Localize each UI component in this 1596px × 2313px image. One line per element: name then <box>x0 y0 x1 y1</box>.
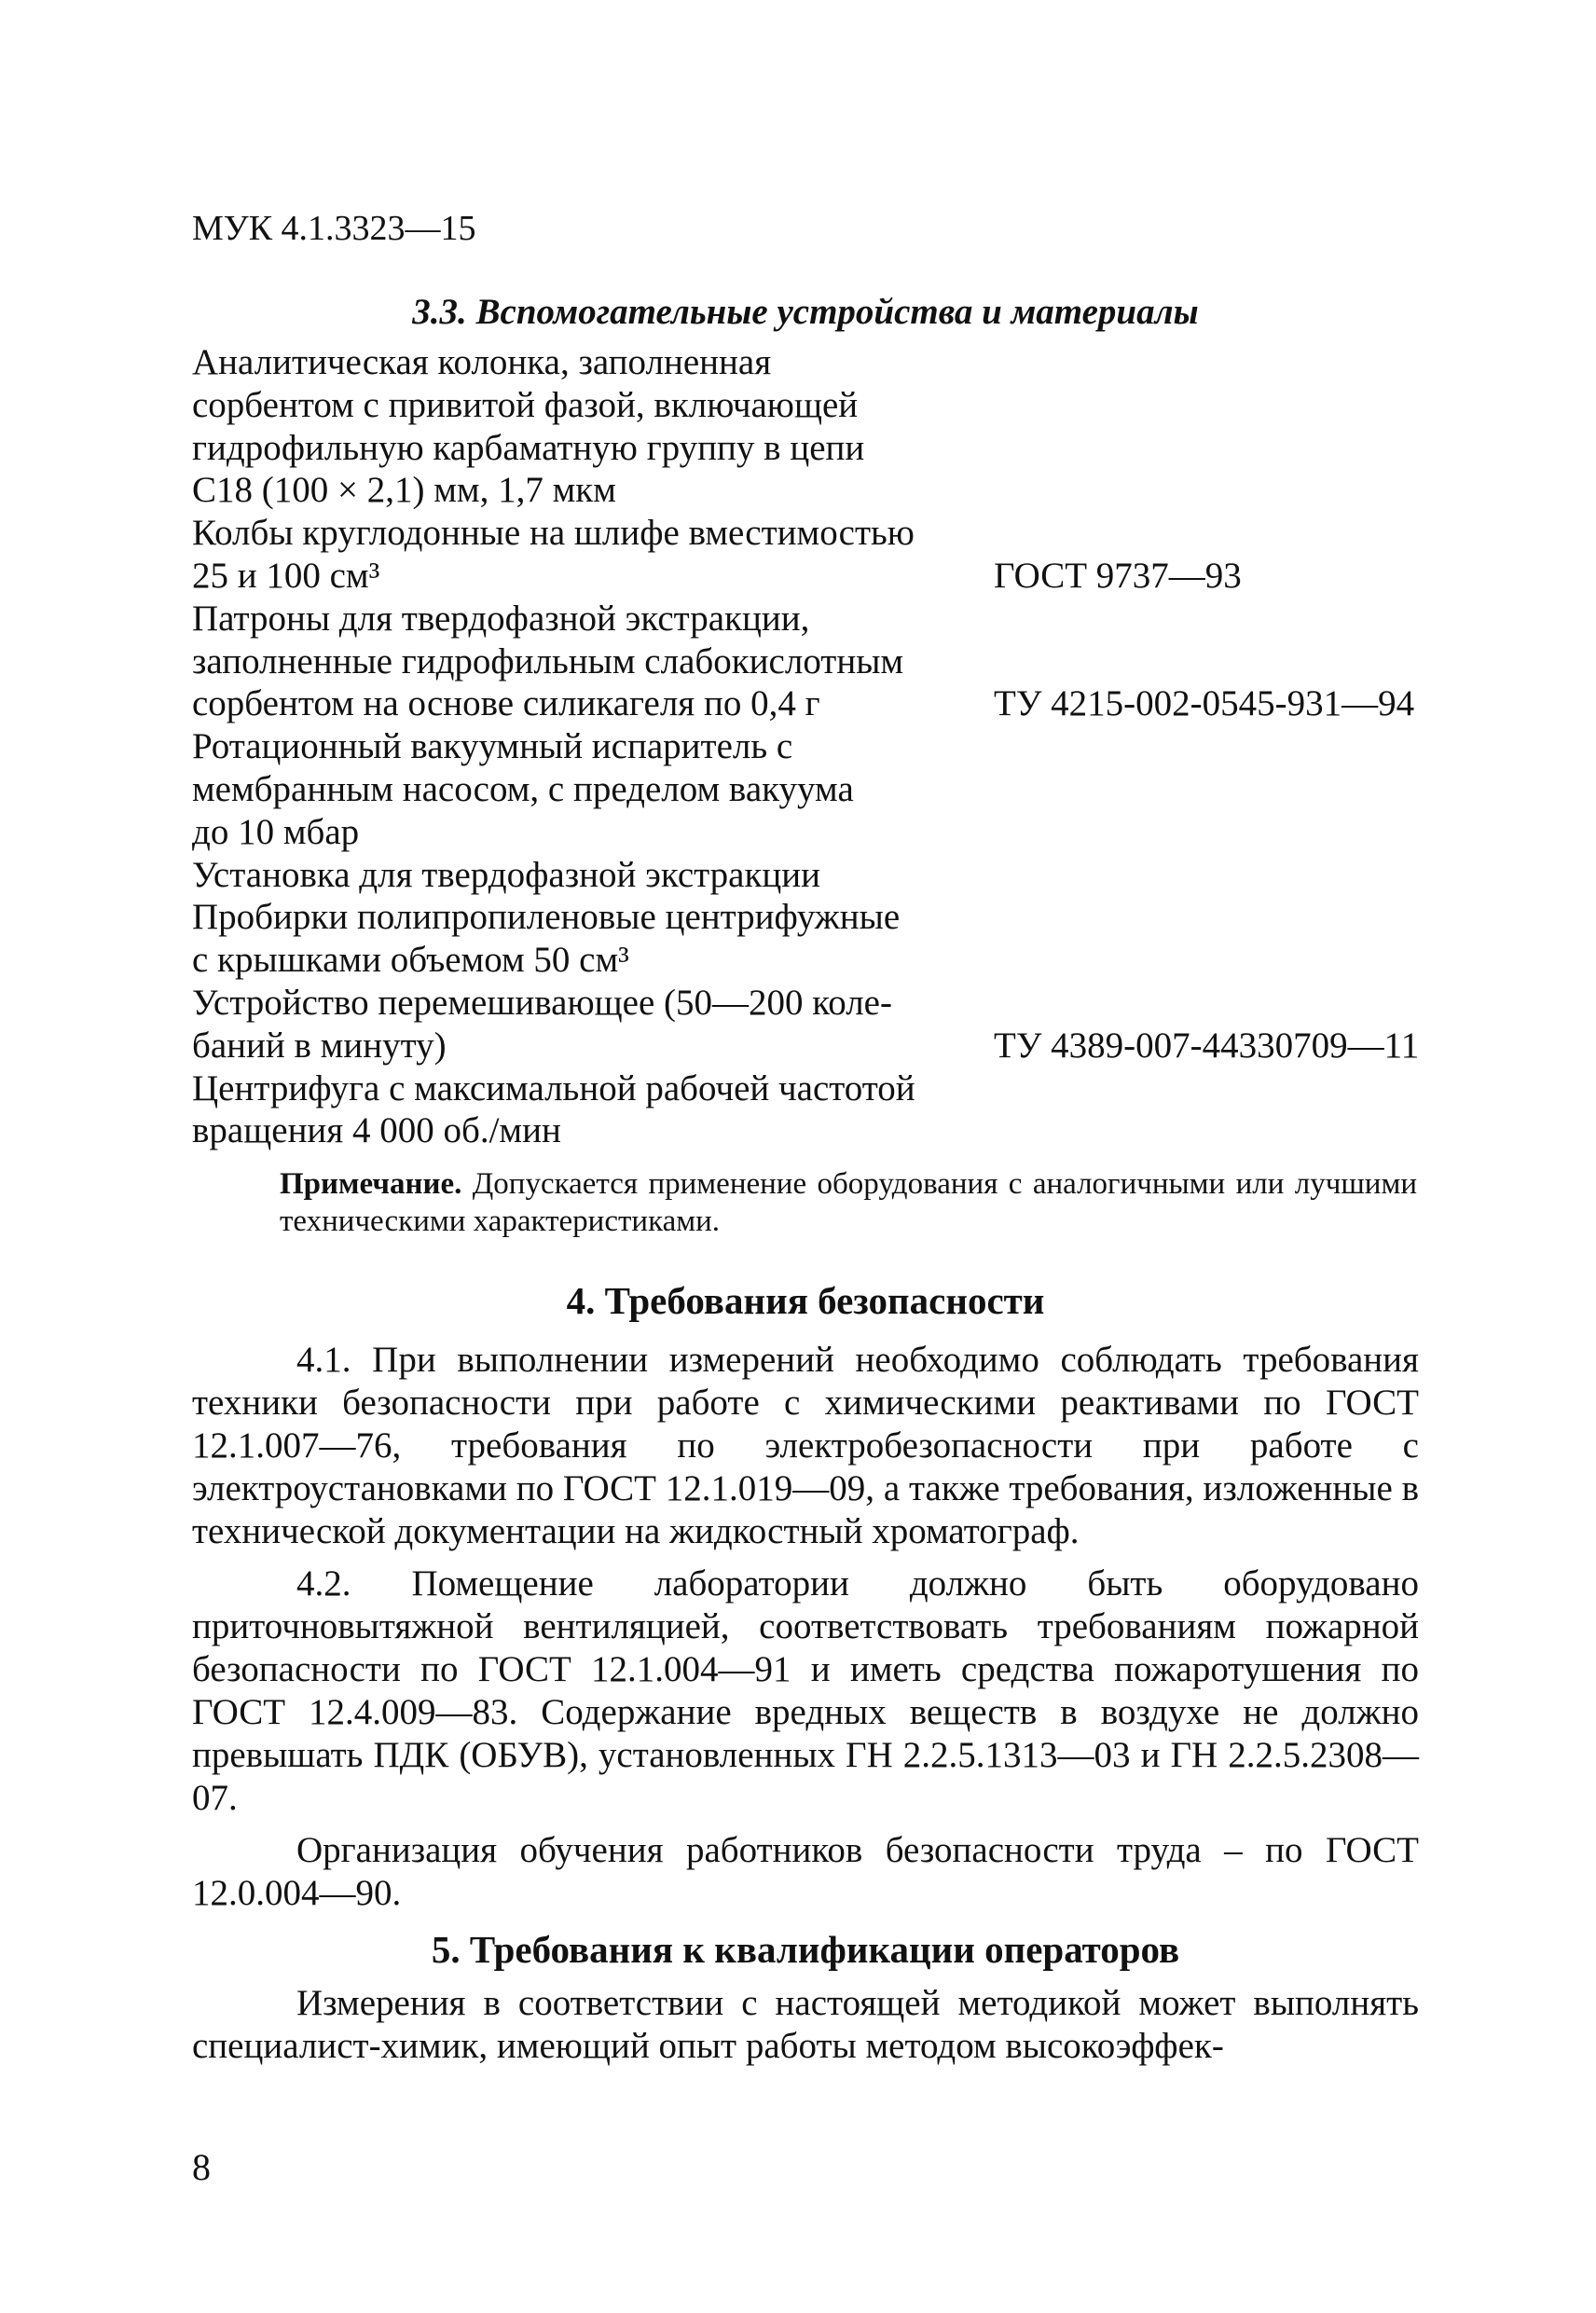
equipment-item <box>192 1067 1423 1153</box>
equipment-name: Пробирки полипропиленовые центрифужные с крышками объемом 50 см³ <box>192 897 901 981</box>
note-label: Примечание. <box>280 1167 462 1201</box>
section-4-paragraph-2: 4.2. Помещение лаборатории должно быть оборудовано приточновытяжной вентиляцией, соответствовать требованиям пожарной безопасности по ГОСТ 12.1.004—91 и иметь средства пожаротушения по ГОСТ 12.4.009—83. Содержание вредных веществ в воздухе не должно превышать ПДК (ОБУВ), установленных ГН 2.2.5.1313—03 и ГН 2.2.5.2308—07. <box>192 1563 1419 1818</box>
equipment-item <box>192 598 1423 725</box>
equipment-list <box>192 341 1423 1152</box>
section-3-3-heading: 3.3. Вспомогательные устройства и материалы <box>412 292 1199 332</box>
equipment-name: Ротационный вакуумный испаритель с мембранным насосом, с пределом вакуума до 10 мбар <box>192 726 854 852</box>
equipment-standard: ГОСТ 9737—93 <box>994 555 1242 596</box>
equipment-item <box>192 896 1423 982</box>
section-5-heading: 5. Требования к квалификации операторов <box>431 1928 1180 1971</box>
document-code: МУК 4.1.3323—15 <box>192 209 476 248</box>
equipment-name: Колбы круглодонные на шлифе вместимостью 25 и 100 см³ <box>192 513 915 596</box>
equipment-standard: ТУ 4389-007-44330709—11 <box>994 1025 1420 1066</box>
equipment-item <box>192 854 1423 897</box>
section-4-paragraph-1: 4.1. При выполнении измерений необходимо соблюдать требования техники безопасности при работе с химическими реактивами по ГОСТ 12.1.007—76, требования по электробезопасности при работе с электроустановками по ГОСТ 12.1.019—09, а также требования, изложенные в технической документации на жидкостный хроматограф. <box>192 1340 1419 1551</box>
equipment-note <box>280 1165 1417 1240</box>
equipment-standard: ТУ 4215-002-0545-931—94 <box>994 683 1415 724</box>
equipment-name: Установка для твердофазной экстракции <box>192 854 821 895</box>
equipment-item <box>192 725 1423 853</box>
page-number: 8 <box>192 2146 211 2188</box>
equipment-item <box>192 982 1423 1067</box>
section-4-paragraph-3: Организация обучения работников безопасности труда – по ГОСТ 12.0.004—90. <box>192 1830 1419 1913</box>
equipment-item <box>192 341 1423 512</box>
equipment-name: Патроны для твердофазной экстракции, заполненные гидрофильным слабокислотным сорбентом на основе силикагеля по 0,4 г <box>192 598 904 724</box>
equipment-item <box>192 512 1423 598</box>
section-4-heading: 4. Требования безопасности <box>566 1279 1045 1322</box>
equipment-name: Устройство перемешивающее (50—200 коле- баний в минуту) <box>192 982 892 1066</box>
equipment-name: Аналитическая колонка, заполненная сорбентом с привитой фазой, включающей гидрофильную карбаматную группу в цепи С18 (100 × 2,1) мм, 1,7 мкм <box>192 342 865 511</box>
section-5-paragraph-1: Измерения в соответствии с настоящей методикой может выполнять специалист-химик, имеющий опыт работы методом высокоэффек- <box>192 1983 1419 2066</box>
note-text: Допускается применение оборудования с аналогичными или лучшими техническими характеристиками. <box>280 1167 1417 1238</box>
equipment-name: Центрифуга с максимальной рабочей частотой вращения 4 000 об./мин <box>192 1067 915 1151</box>
